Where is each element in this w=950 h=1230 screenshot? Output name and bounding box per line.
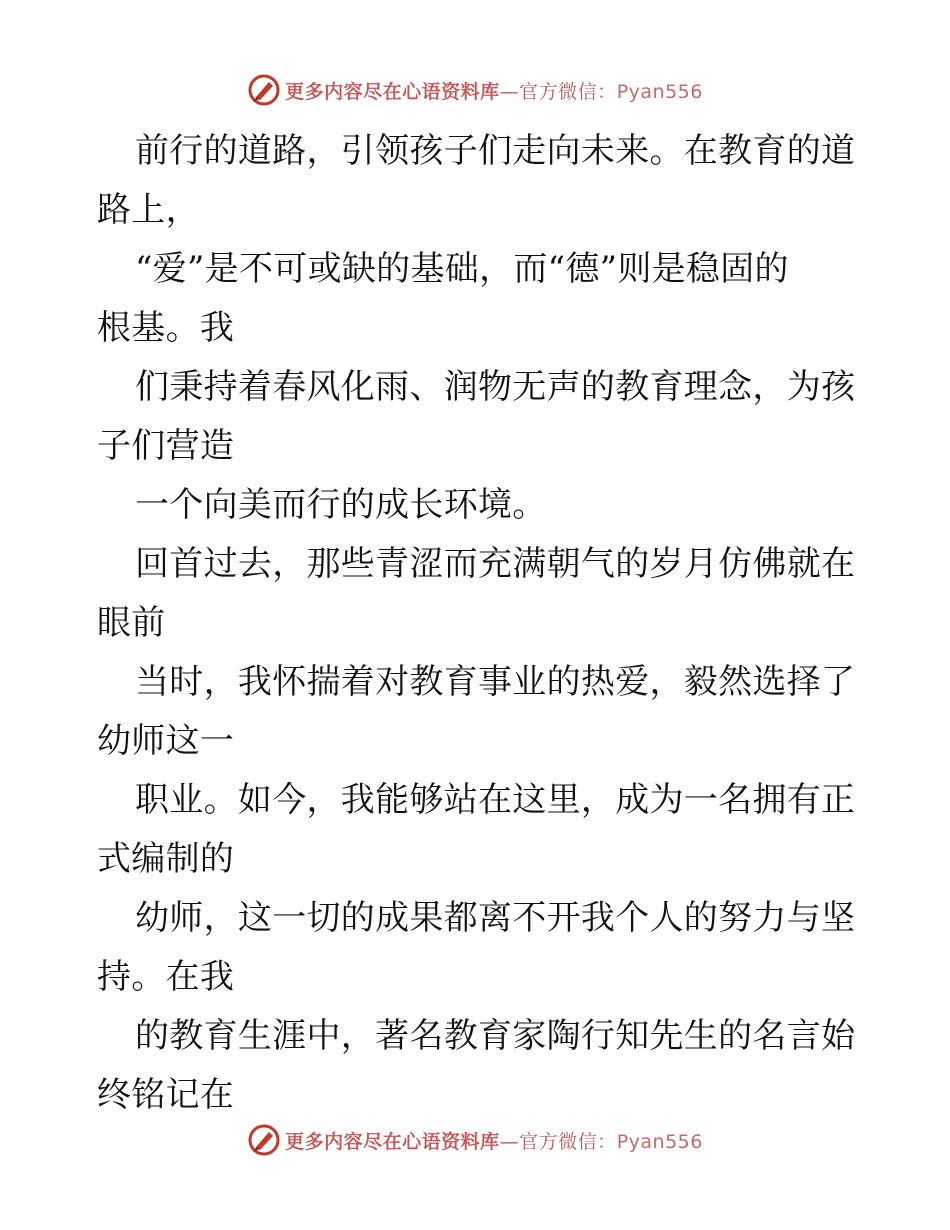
text-line: 子们营造 — [97, 426, 235, 466]
text-line: 一个向美而行的成长环境。 — [135, 485, 547, 525]
watermark-text — [285, 1127, 703, 1154]
header-watermark — [0, 70, 950, 110]
text-line: 幼师这一 — [97, 721, 235, 761]
text-line: 的教育生涯中，著名教育家陶行知先生的名言始 — [135, 1016, 856, 1056]
watermark-main: 更多内容尽在心语资料库 — [285, 1130, 500, 1153]
watermark-main: 更多内容尽在心语资料库 — [285, 80, 500, 103]
text-line: 回首过去，那些青涩而充满朝气的岁月仿佛就在 — [135, 544, 856, 584]
watermark-dash: — — [499, 1130, 520, 1153]
watermark-wechat-label: 官方微信： — [519, 1130, 617, 1153]
document-body — [97, 122, 857, 1125]
text-line: 当时，我怀揣着对教育事业的热爱，毅然选择了 — [135, 662, 856, 702]
text-line: 职业。如今，我能够站在这里，成为一名拥有正 — [135, 780, 856, 820]
text-line: 根基。我 — [97, 308, 235, 348]
footer-watermark — [0, 1120, 950, 1160]
text-line: 持。在我 — [97, 957, 235, 997]
text-line: 们秉持着春风化雨、润物无声的教育理念，为孩 — [135, 367, 856, 407]
text-line: 前行的道路，引领孩子们走向未来。在教育的道 — [135, 131, 856, 171]
text-line: 眼前 — [97, 603, 166, 643]
pen-logo-icon — [247, 73, 281, 107]
text-line: 幼师，这一切的成果都离不开我个人的努力与坚 — [135, 898, 856, 938]
text-line: 式编制的 — [97, 839, 235, 879]
watermark-wechat-id: Pyan556 — [616, 80, 703, 103]
pen-logo-icon — [247, 1123, 281, 1157]
text-line: 路上， — [97, 190, 200, 230]
text-line: 终铭记在 — [97, 1075, 235, 1115]
text-line: “爱”是不可或缺的基础，而“德”则是稳固的 — [135, 249, 789, 289]
watermark-text — [285, 77, 703, 104]
watermark-wechat-id: Pyan556 — [616, 1130, 703, 1153]
watermark-dash: — — [499, 80, 520, 103]
watermark-wechat-label: 官方微信： — [519, 80, 617, 103]
